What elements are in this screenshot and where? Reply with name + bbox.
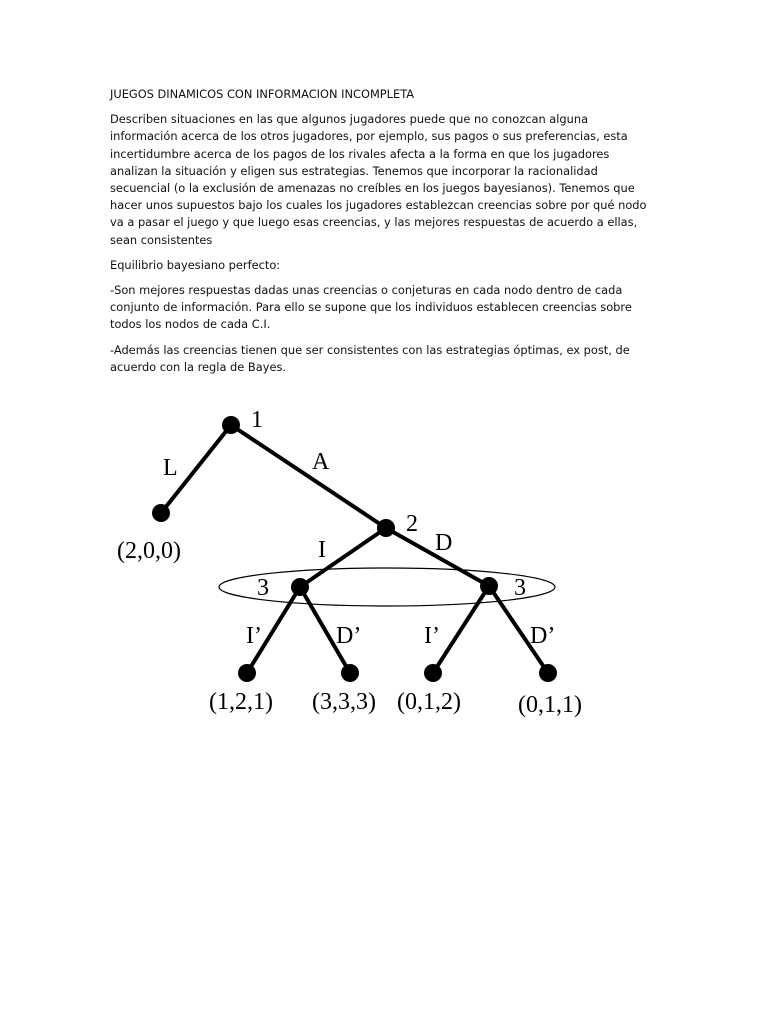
terminal-node-4 (539, 664, 557, 682)
action-L-label: L (163, 455, 178, 481)
player-2-label: 2 (406, 511, 418, 537)
player-3-left-label: 3 (257, 575, 269, 601)
action-A-label: A (312, 449, 330, 475)
payoff-1: (1,2,1) (209, 689, 273, 715)
node-player-3-left (291, 578, 309, 596)
bullet-1: -Son mejores respuestas dadas unas creencias o conjeturas en cada nodo dentro de cada conjunto de información. Para ello se supone que los individuos establecen creencias sobre todos los nodos de cada C.I. (110, 283, 632, 332)
node-player-3-right (480, 577, 498, 595)
action-I-prime-left-label: I’ (246, 623, 262, 649)
payoff-2: (3,3,3) (312, 689, 376, 715)
terminal-node-L (152, 504, 170, 522)
payoff-L: (2,0,0) (117, 538, 181, 564)
terminal-node-2 (341, 664, 359, 682)
action-D-prime-left-label: D’ (336, 623, 362, 649)
edge-I (300, 528, 386, 587)
document-title: JUEGOS DINAMICOS CON INFORMACION INCOMPLETA (110, 87, 415, 101)
player-3-right-label: 3 (514, 575, 526, 601)
action-D-prime-right-label: D’ (530, 623, 556, 649)
node-player-2 (377, 519, 395, 537)
subheading: Equilibrio bayesiano perfecto: (110, 257, 281, 272)
payoff-4: (0,1,1) (518, 692, 582, 718)
action-I-label: I (318, 537, 326, 563)
bullet-2: -Además las creencias tienen que ser consistentes con las estrategias óptimas, ex post, de acuerdo con la regla de Bayes. (110, 342, 630, 374)
terminal-node-3 (424, 664, 442, 682)
action-I-prime-right-label: I’ (424, 623, 440, 649)
edge-I-prime-right (433, 586, 489, 673)
terminal-node-1 (238, 664, 256, 682)
player-1-label: 1 (251, 407, 263, 433)
payoff-3: (0,1,2) (397, 689, 461, 715)
edge-A (231, 425, 386, 528)
node-player-1 (222, 416, 240, 434)
information-set-ellipse (219, 568, 555, 606)
intro-paragraph: Describen situaciones en las que algunos jugadores puede que no conozcan alguna información acerca de los otros jugadores, por ejemplo, sus pagos o sus preferencias, esta incertidumbre acerca de los pagos de los rivales afecta a la forma en que los jugadores analizan la situación y eligen sus estrategias. Tenemos que incorporar la racionalidad secuencial (o la exclusión de amenazas no creíbles en los juegos bayesianos). Tenemos que hacer unos supuestos bajo los cuales los jugadores establezcan creencias sobre por qué nodo va a pasar el juego y que luego esas creencias, y las mejores respuestas de acuerdo a ellas, sean consistentes (110, 112, 647, 247)
action-D-label: D (435, 530, 453, 556)
